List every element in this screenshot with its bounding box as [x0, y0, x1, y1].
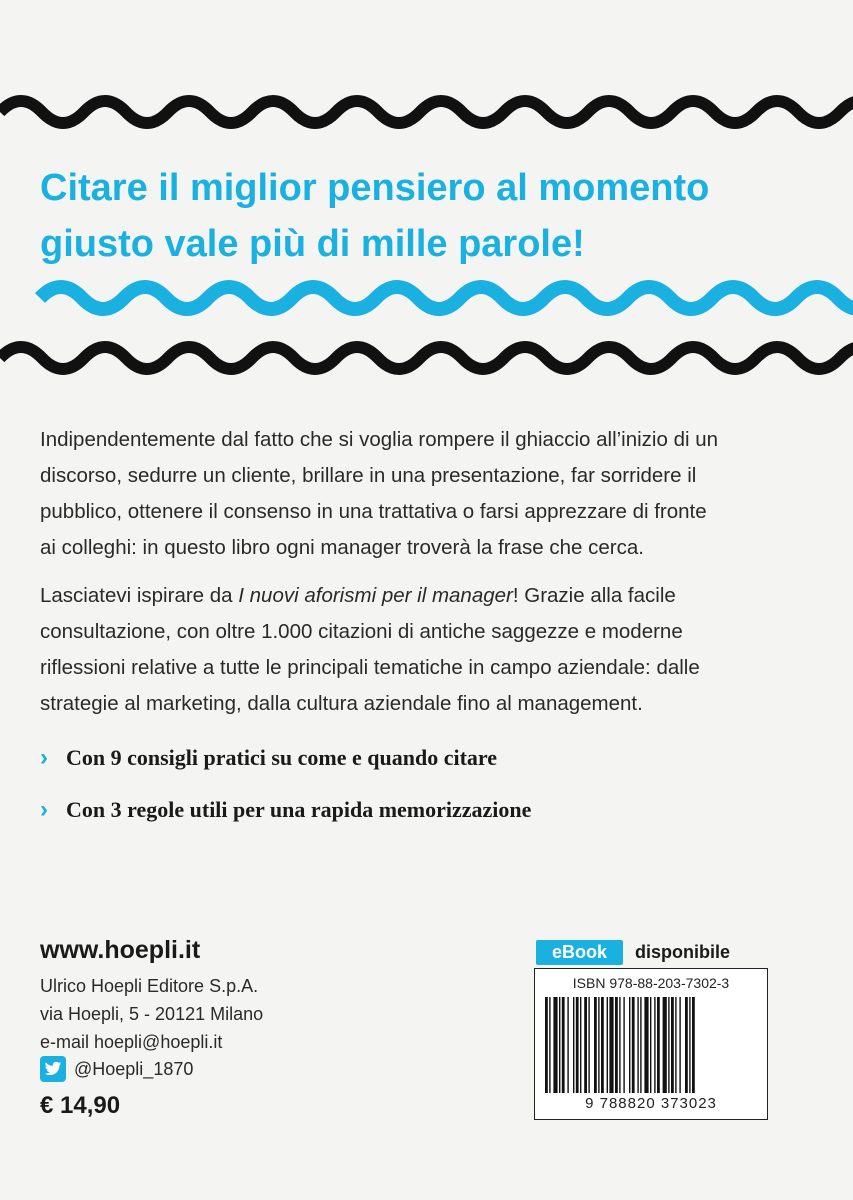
isbn-label: ISBN 978-88-203-7302-3: [572, 975, 730, 991]
paragraph-text: Lasciatevi ispirare da: [40, 584, 239, 607]
ebook-badge-e: e: [552, 942, 563, 962]
twitter-icon: [40, 1056, 66, 1082]
ebook-status: disponibile: [635, 942, 731, 962]
headline-line-2: giusto vale più di mille parole!: [40, 223, 585, 265]
publisher-email[interactable]: e-mail hoepli@hoepli.it: [40, 1032, 223, 1052]
paragraph-line: consultazione, con oltre 1.000 citazioni di antiche saggezze e moderne: [40, 620, 683, 643]
price: € 14,90: [40, 1092, 121, 1119]
bullet-item: [40, 796, 531, 824]
paragraph-line: strategie al marketing, dalla cultura aziendale fino al management.: [40, 692, 643, 715]
barcode-icon: [543, 997, 759, 1093]
paragraph-text: ! Grazie alla facile: [512, 584, 676, 607]
paragraph-line: pubblico, ottenere il consenso in una trattativa o farsi apprezzare di fronte: [40, 500, 707, 523]
paragraph-line: [40, 578, 820, 614]
bullet-item: [40, 744, 497, 772]
headline: [40, 160, 820, 272]
twitter-handle[interactable]: [40, 1056, 193, 1082]
wave-bottom-dark: [0, 328, 853, 388]
publisher-website[interactable]: www.hoepli.it: [40, 936, 201, 964]
bullet-text: Con 9 consigli pratici su come e quando citare: [66, 745, 498, 770]
publisher-name: Ulrico Hoepli Editore S.p.A.: [40, 976, 259, 996]
twitter-handle-text: @Hoepli_1870: [74, 1058, 194, 1079]
chevron-right-icon: ›: [40, 744, 48, 771]
wave-top-dark: [0, 82, 853, 142]
description-paragraph-2: [40, 578, 820, 722]
book-title: I nuovi aforismi per il manager: [238, 584, 513, 607]
chevron-right-icon: ›: [40, 796, 48, 823]
barcode-number: 9 788820 373023: [585, 1095, 717, 1112]
ebook-badge: [536, 940, 623, 965]
paragraph-line: Indipendentemente dal fatto che si voglia rompere il ghiaccio all’inizio di un: [40, 428, 719, 451]
ebook-badge-text: Book: [562, 942, 608, 962]
paragraph-line: ai colleghi: in questo libro ogni manager troverà la frase che cerca.: [40, 536, 644, 559]
barcode-box: [534, 968, 768, 1120]
ebook-availability: [536, 940, 730, 965]
publisher-address: via Hoepli, 5 - 20121 Milano: [40, 1004, 264, 1024]
headline-line-1: Citare il miglior pensiero al momento: [40, 167, 710, 209]
paragraph-line: discorso, sedurre un cliente, brillare in una presentazione, far sorridere il: [40, 464, 697, 487]
paragraph-line: riflessioni relative a tutte le principali tematiche in campo aziendale: dalle: [40, 656, 700, 679]
wave-middle-blue: [0, 268, 853, 328]
description-paragraph-1: [40, 422, 820, 566]
bullet-text: Con 3 regole utili per una rapida memorizzazione: [66, 797, 532, 822]
